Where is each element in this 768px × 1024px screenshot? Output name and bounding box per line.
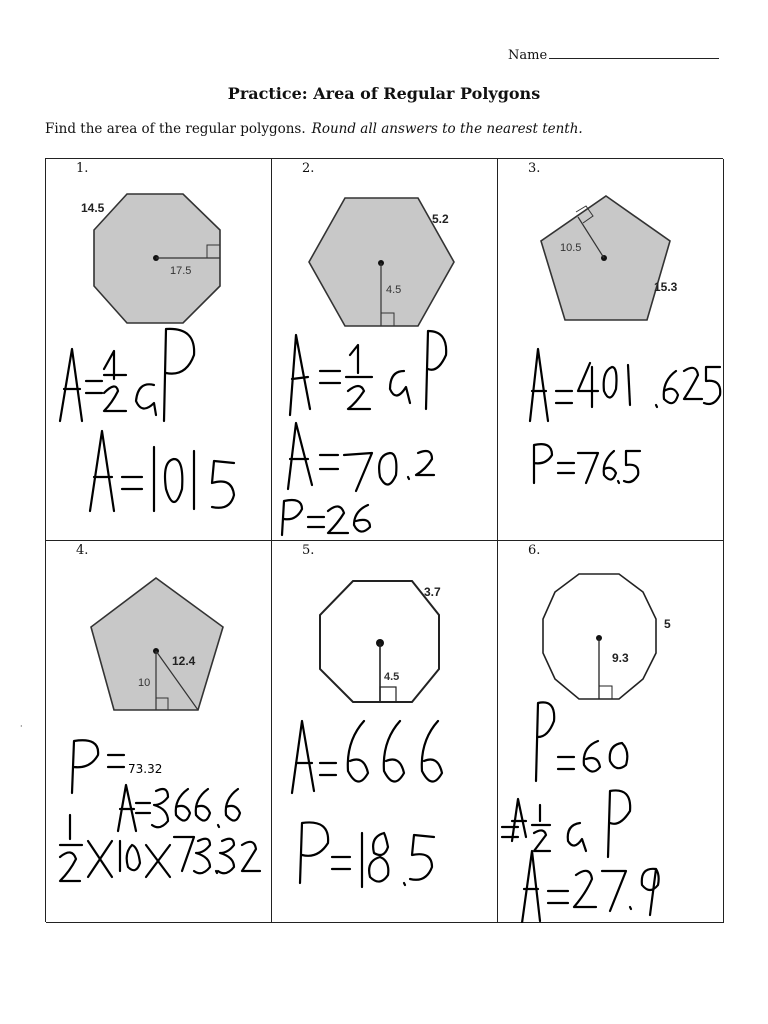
problem-grid	[45, 158, 723, 922]
handwritten-work	[60, 329, 234, 511]
radius-label: 12.4	[172, 654, 196, 668]
instructions	[45, 121, 583, 137]
problem-3-figure	[498, 159, 724, 541]
work-perimeter-value: 73.32	[128, 762, 163, 776]
problem-2-figure	[272, 159, 498, 541]
problem-4	[46, 541, 272, 923]
problem-1	[46, 159, 272, 541]
instructions-italic: Round all answers to the nearest tenth.	[311, 121, 583, 137]
problem-number: 6.	[528, 543, 541, 558]
handwritten-work	[60, 740, 260, 881]
handwritten-work	[502, 702, 659, 923]
handwritten-work	[530, 349, 720, 483]
apothem-label: 4.5	[386, 284, 402, 296]
apothem-label: 10	[138, 677, 151, 689]
worksheet-title: Practice: Area of Regular Polygons	[227, 84, 541, 103]
problem-5-figure	[272, 541, 498, 923]
problem-number: 4.	[76, 543, 89, 558]
problem-number: 2.	[302, 161, 315, 176]
problem-number: 5.	[302, 543, 315, 558]
side-label: 5.2	[432, 212, 449, 226]
problem-4-figure	[46, 541, 272, 923]
problem-number: 1.	[76, 161, 89, 176]
problem-2	[272, 159, 498, 541]
problem-1-figure	[46, 159, 272, 541]
problem-6-figure	[498, 541, 724, 923]
apothem-label: 9.3	[612, 651, 629, 665]
name-blank[interactable]	[549, 46, 719, 59]
name-label: Name	[508, 48, 548, 63]
stray-dot: ·	[20, 722, 23, 731]
handwritten-work	[282, 331, 446, 535]
side-label: 5	[664, 617, 671, 631]
side-label: 3.7	[424, 585, 441, 599]
problem-number: 3.	[528, 161, 541, 176]
apothem-label: 10.5	[560, 242, 582, 254]
problem-5	[272, 541, 498, 923]
name-line	[508, 46, 719, 63]
side-label: 15.3	[654, 280, 678, 294]
side-label: 14.5	[81, 201, 105, 215]
pentagon-shape	[91, 578, 223, 710]
handwritten-work	[292, 721, 442, 887]
apothem-label: 4.5	[384, 671, 400, 683]
apothem-label: 17.5	[170, 265, 192, 277]
problem-3	[498, 159, 724, 541]
problem-6	[498, 541, 724, 923]
instructions-text: Find the area of the regular polygons.	[45, 121, 306, 137]
